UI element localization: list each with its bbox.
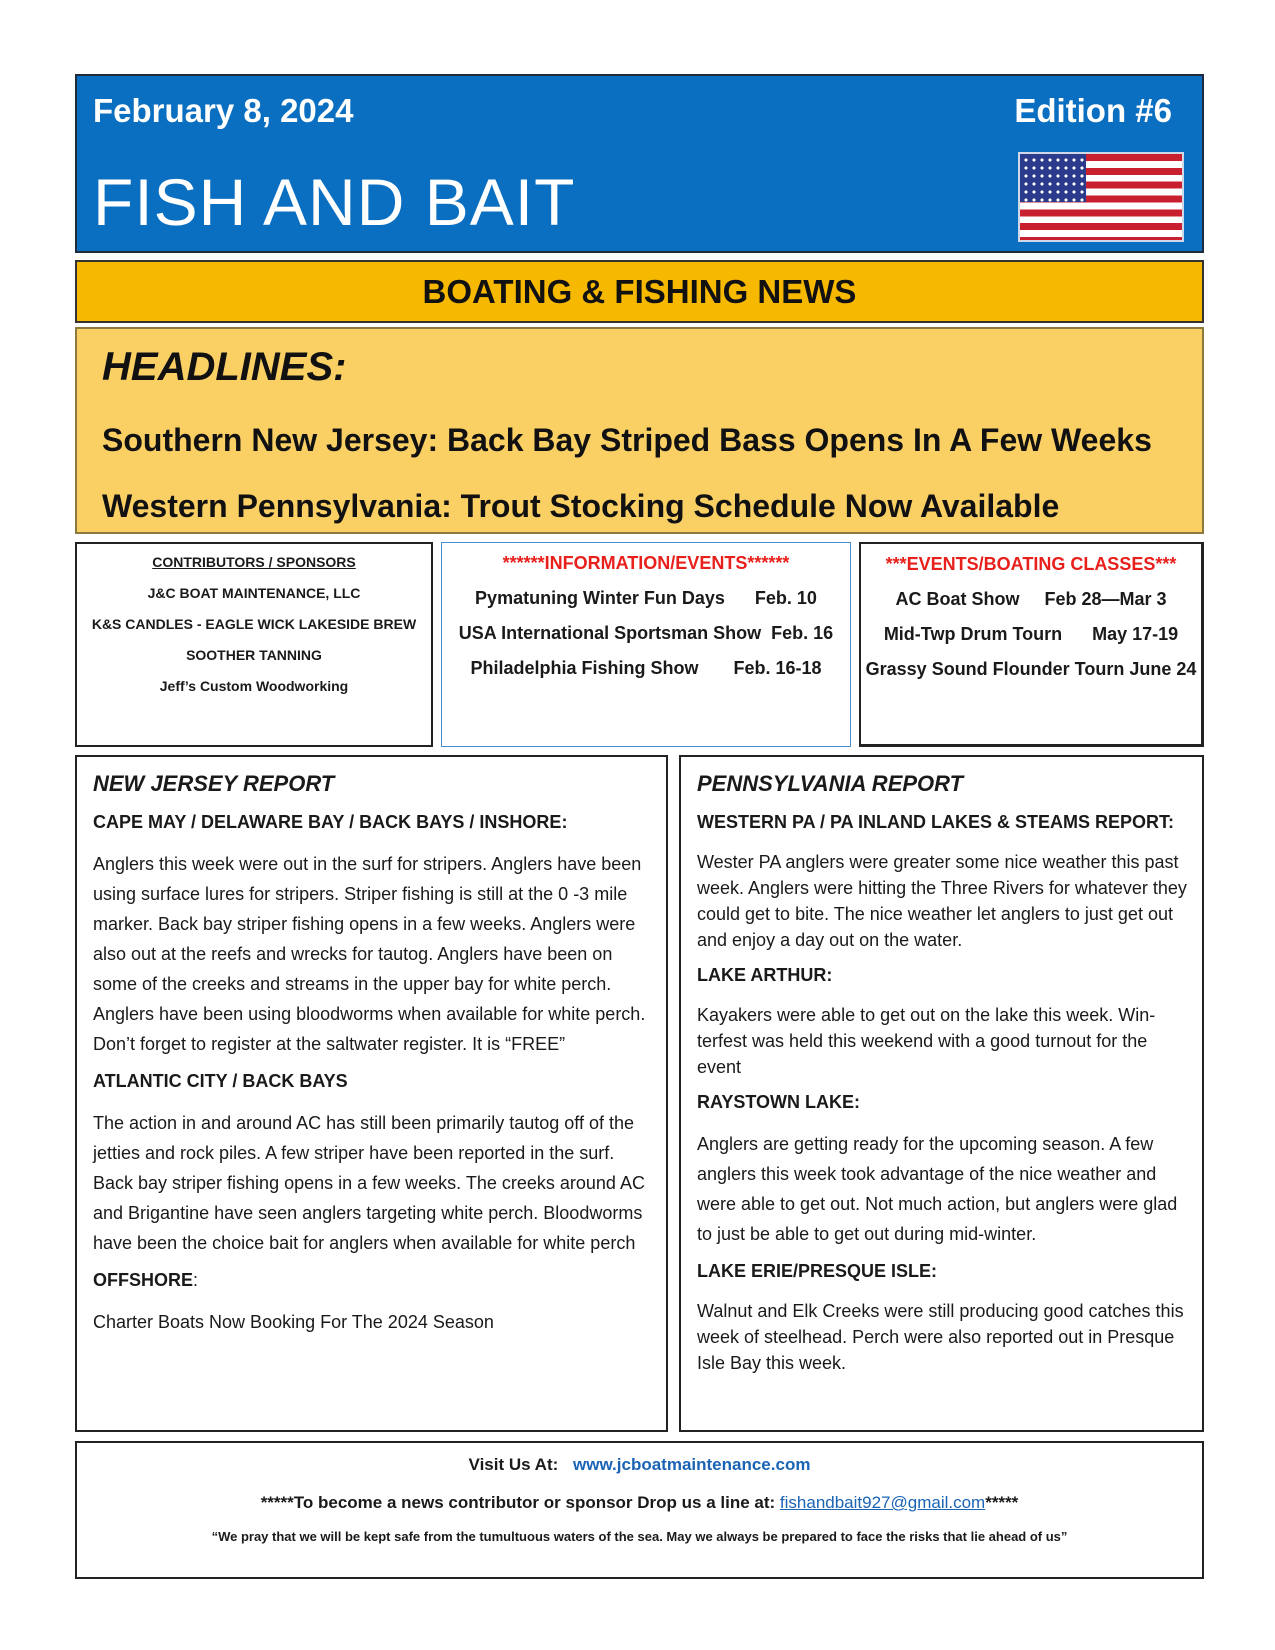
contact-prefix: *****To become a news contributor or sponsor Drop us a line at:: [260, 1493, 780, 1512]
boating-classes-heading: ***EVENTS/BOATING CLASSES***: [885, 554, 1177, 574]
website-link[interactable]: www.jcboatmaintenance.com: [573, 1455, 811, 1474]
visit-label: Visit Us At:: [468, 1455, 559, 1474]
report-section-body: Anglers are getting ready for the upcoming season. A few anglers this week took advantage of the nice weather and were able to get out. Not much action, but anglers were glad to just be able to get out during mid-winter.: [697, 1134, 1178, 1244]
report-section-heading: WESTERN PA / PA INLAND LAKES & STEAMS REPORT:: [697, 812, 1175, 832]
masthead: [75, 74, 1204, 253]
section-banner: BOATING & FISHING NEWS: [75, 260, 1204, 323]
offshore-heading: OFFSHORE: [93, 1270, 194, 1290]
footer: [75, 1441, 1204, 1579]
sponsor-item: Jeff’s Custom Woodworking: [159, 678, 349, 694]
event-item: Mid-Twp Drum Tourn May 17-19: [883, 624, 1179, 644]
offshore-heading-colon: :: [193, 1270, 199, 1290]
report-section-body: Walnut and Elk Creeks were still producing good catches this week of steelhead. Perch were also reported out in Presque Isle Bay this week.: [697, 1301, 1184, 1373]
report-section-body: Kayakers were able to get out on the lake this week. Win-terfest was held this weekend with a good turnout for the event: [697, 1005, 1156, 1077]
contributors-heading: CONTRIBUTORS / SPONSORS: [152, 554, 356, 570]
headlines-panel: [75, 327, 1204, 534]
event-item: AC Boat Show Feb 28—Mar 3: [895, 589, 1167, 609]
headline-item: Western Pennsylvania: Trout Stocking Schedule Now Available: [102, 488, 1060, 524]
us-flag-icon: [1018, 152, 1184, 242]
email-link[interactable]: fishandbait927@gmail.com: [779, 1493, 986, 1512]
event-item: USA International Sportsman Show Feb. 16: [458, 623, 834, 643]
visit-line: [77, 1455, 1202, 1475]
info-events-box: [441, 542, 851, 747]
report-section-heading: LAKE ERIE/PRESQUE ISLE:: [697, 1261, 938, 1281]
event-item: Philadelphia Fishing Show Feb. 16-18: [470, 658, 822, 678]
report-section-heading: LAKE ARTHUR:: [697, 965, 833, 985]
event-item: Grassy Sound Flounder Tourn June 24: [865, 659, 1197, 679]
boating-classes-box: [859, 542, 1204, 747]
report-section-heading: ATLANTIC CITY / BACK BAYS: [93, 1071, 348, 1091]
sponsor-item: K&S CANDLES - EAGLE WICK LAKESIDE BREW: [91, 616, 417, 632]
report-title: PENNSYLVANIA REPORT: [697, 771, 964, 796]
report-section-body: The action in and around AC has still been primarily tautog off of the jetties and rock piles. A few striper have been reported in the surf. Back bay striper fishing opens in a few weeks. The creeks around AC and Brigantine have seen anglers targeting white perch. Bloodworms have been the choice bait for anglers when available for white perch: [93, 1113, 645, 1253]
report-section-heading: CAPE MAY / DELAWARE BAY / BACK BAYS / INSHORE:: [93, 812, 568, 832]
sponsor-item: SOOTHER TANNING: [186, 647, 322, 663]
info-events-heading: ******INFORMATION/EVENTS******: [502, 553, 790, 573]
report-section-heading: RAYSTOWN LAKE:: [697, 1092, 861, 1112]
edition-number: Edition #6: [1014, 92, 1172, 129]
prayer-quote: “We pray that we will be kept safe from the tumultuous waters of the sea. May we always be prepared to face the risks that lie ahead of us”: [211, 1529, 1068, 1544]
issue-date: February 8, 2024: [93, 92, 354, 129]
report-title: NEW JERSEY REPORT: [93, 771, 335, 796]
contact-suffix: *****: [985, 1493, 1019, 1512]
headline-item: Southern New Jersey: Back Bay Striped Bass Opens In A Few Weeks: [102, 422, 1152, 458]
newsletter-title: FISH AND BAIT: [93, 165, 576, 239]
report-section-heading: [93, 1270, 651, 1291]
headlines-title: HEADLINES:: [102, 345, 347, 389]
report-section-body: Charter Boats Now Booking For The 2024 Season: [93, 1312, 494, 1332]
contact-line: [77, 1493, 1202, 1513]
report-section-body: Anglers this week were out in the surf for stripers. Anglers have been using surface lures for stripers. Striper fishing is still at the 0 -3 mile marker. Back bay striper fishing opens in a few weeks. Anglers were also out at the reefs and wrecks for tautog. Anglers have been on some of the creeks and streams in the upper bay for white perch. Anglers have been using bloodworms when available for white perch. Don’t forget to register at the saltwater register. It is “FREE”: [93, 854, 646, 1054]
new-jersey-report: [75, 755, 668, 1432]
contributors-box: [75, 542, 433, 747]
flag-canton: [1020, 154, 1086, 202]
report-section-body: Wester PA anglers were greater some nice weather this past week. Anglers were hitting the Three Rivers for whatever they could get to bite. The nice weather let anglers to just get out and enjoy a day out on the water.: [697, 852, 1187, 950]
sponsor-item: J&C BOAT MAINTENANCE, LLC: [147, 585, 361, 601]
pennsylvania-report: [679, 755, 1204, 1432]
event-item: Pymatuning Winter Fun Days Feb. 10: [475, 588, 817, 608]
